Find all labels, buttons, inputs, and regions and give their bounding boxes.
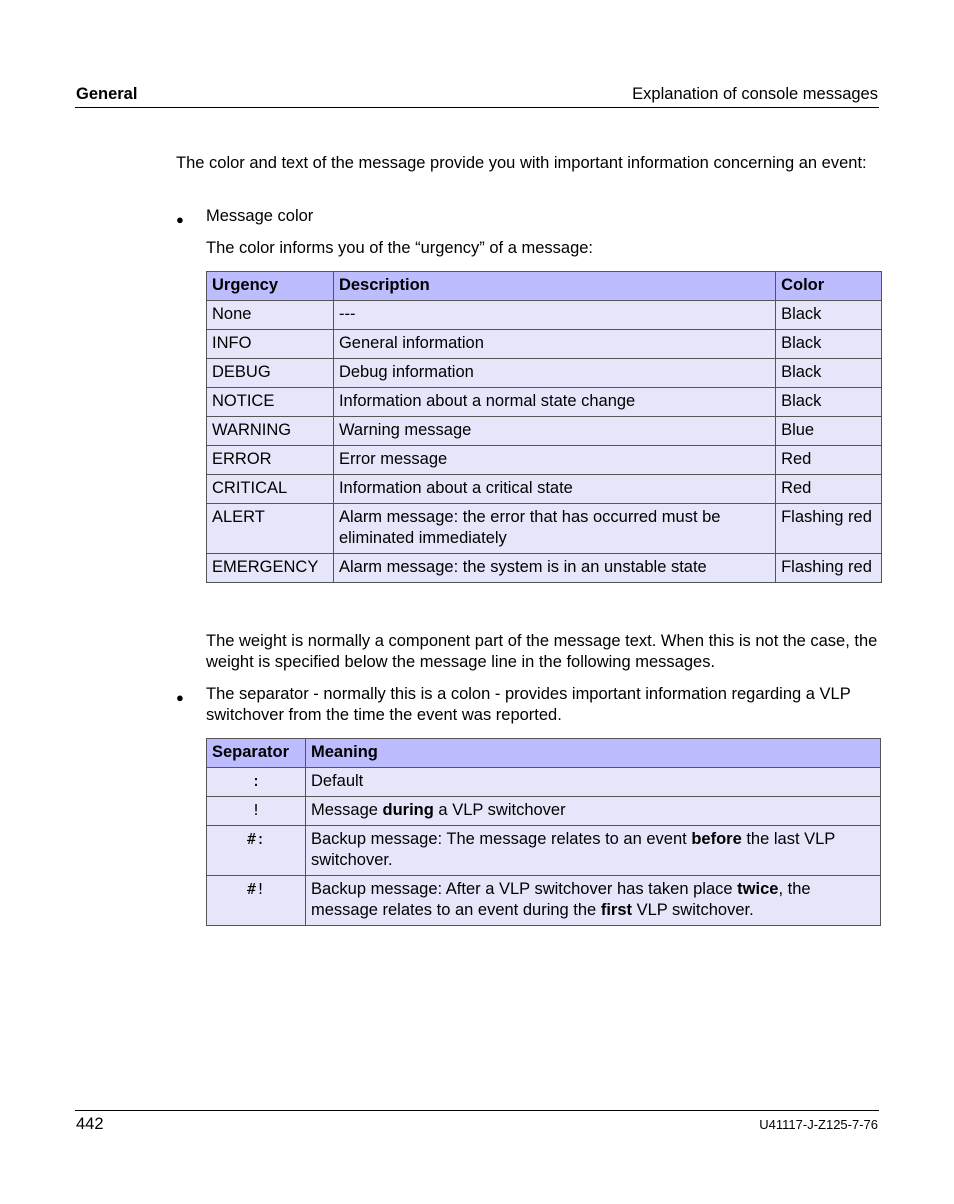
meaning-text: Message (310, 801, 383, 819)
urgency-cell: WARNING (207, 417, 334, 446)
meaning-cell (305, 826, 880, 876)
intro-paragraph: The color and text of the message provide you with important information concerning an event: (176, 154, 867, 172)
color-cell: Red (776, 446, 882, 475)
separator-table-header (207, 739, 881, 768)
meaning-text: VLP switchover. (632, 901, 754, 919)
description-cell: Alarm message: the system is in an unstable state (333, 554, 775, 583)
meaning-text: , the message relates to an event during the (310, 880, 811, 919)
table-row (207, 475, 882, 504)
description-cell: Information about a normal state change (333, 388, 775, 417)
meaning-cell (305, 876, 880, 926)
emphasis-text: during (382, 801, 434, 819)
urgency-cell: EMERGENCY (207, 554, 334, 583)
emphasis-text: first (600, 901, 632, 919)
bullet-icon: ● (176, 212, 184, 227)
color-cell: Blue (776, 417, 882, 446)
description-cell: Information about a critical state (333, 475, 775, 504)
description-cell: Alarm message: the error that has occurred must be eliminated immediately (333, 504, 775, 554)
description-cell: Error message (333, 446, 775, 475)
separator-cell: : (207, 768, 306, 797)
table-row (207, 554, 882, 583)
chapter-title: Explanation of console messages (632, 85, 878, 103)
header-color: Color (776, 272, 882, 301)
urgency-table (206, 271, 882, 583)
meaning-text: Default (310, 772, 364, 790)
meaning-cell (305, 768, 880, 797)
color-cell: Flashing red (776, 504, 882, 554)
color-cell: Red (776, 475, 882, 504)
emphasis-text: before (691, 830, 742, 848)
meaning-cell (305, 797, 880, 826)
header-separator: Separator (207, 739, 306, 768)
header-urgency: Urgency (207, 272, 334, 301)
header-divider (75, 107, 879, 108)
header-description: Description (333, 272, 775, 301)
description-cell: --- (333, 301, 775, 330)
color-cell: Black (776, 330, 882, 359)
urgency-cell: INFO (207, 330, 334, 359)
table-row (207, 446, 882, 475)
emphasis-text: twice (737, 880, 779, 898)
page-number: 442 (76, 1115, 104, 1133)
separator-cell: #! (207, 876, 306, 926)
table-row (207, 826, 881, 876)
table-row (207, 876, 881, 926)
bullet-separator: The separator - normally this is a colon - provides important information regarding a VLP switchover from the time the event was reported. (206, 685, 851, 724)
meaning-text: Backup message: The message relates to an event (310, 830, 692, 848)
section-title: General (76, 85, 138, 103)
header-meaning: Meaning (305, 739, 880, 768)
urgency-lead: The color informs you of the “urgency” of a message: (206, 239, 594, 257)
weight-note: The weight is normally a component part of the message text. When this is not the case, the weight is specified below the message line in the following messages. (206, 632, 878, 671)
separator-cell: ! (207, 797, 306, 826)
urgency-table-header (207, 272, 882, 301)
urgency-cell: DEBUG (207, 359, 334, 388)
table-row (207, 768, 881, 797)
description-cell: Warning message (333, 417, 775, 446)
urgency-cell: CRITICAL (207, 475, 334, 504)
meaning-text: the last VLP switchover. (310, 830, 836, 869)
document-id: U41117-J-Z125-7-76 (759, 1117, 878, 1132)
bullet-icon: ● (176, 690, 184, 705)
urgency-cell: NOTICE (207, 388, 334, 417)
color-cell: Black (776, 388, 882, 417)
table-row (207, 388, 882, 417)
meaning-text: a VLP switchover (433, 801, 566, 819)
separator-cell: #: (207, 826, 306, 876)
table-row (207, 504, 882, 554)
urgency-cell: ERROR (207, 446, 334, 475)
table-row (207, 797, 881, 826)
table-row (207, 330, 882, 359)
color-cell: Black (776, 359, 882, 388)
bullet-message-color: Message color (206, 207, 314, 225)
table-row (207, 417, 882, 446)
urgency-cell: None (207, 301, 334, 330)
table-row (207, 359, 882, 388)
description-cell: General information (333, 330, 775, 359)
table-row (207, 301, 882, 330)
meaning-text: Backup message: After a VLP switchover has taken place (310, 880, 738, 898)
urgency-cell: ALERT (207, 504, 334, 554)
description-cell: Debug information (333, 359, 775, 388)
color-cell: Black (776, 301, 882, 330)
footer-divider (75, 1110, 879, 1111)
color-cell: Flashing red (776, 554, 882, 583)
separator-table (206, 738, 881, 926)
